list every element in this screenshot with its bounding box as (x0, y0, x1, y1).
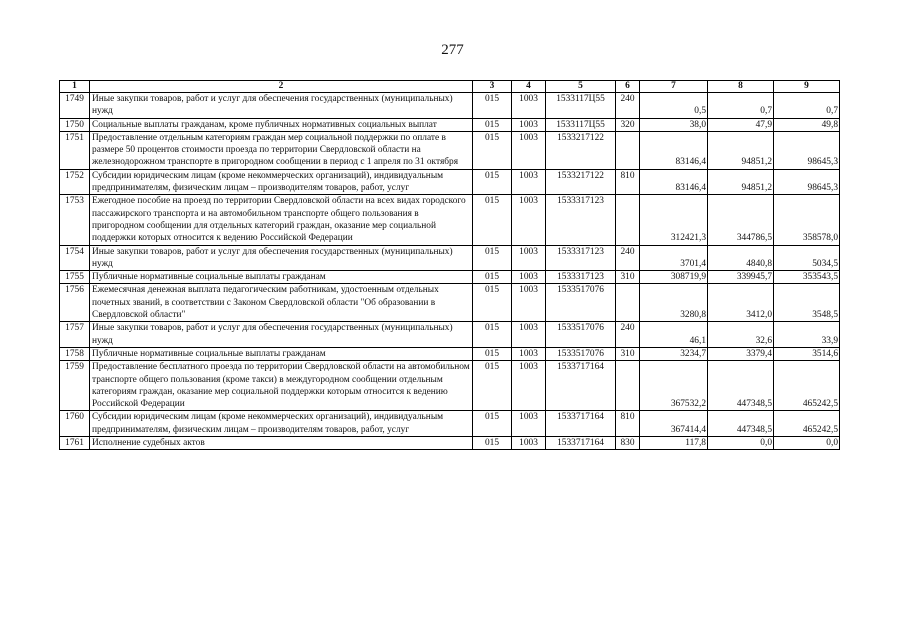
amount-cell: 339945,7 (708, 271, 774, 284)
row-number-cell: 1754 (60, 245, 90, 271)
amount-cell: 312421,3 (640, 195, 708, 245)
amount-cell: 0,7 (708, 93, 774, 119)
section-cell: 1003 (512, 361, 546, 411)
table-row (60, 271, 840, 284)
amount-cell: 38,0 (640, 118, 708, 131)
amount-cell: 94851,2 (708, 131, 774, 169)
table-row (60, 245, 840, 271)
description-cell: Публичные нормативные социальные выплаты гражданам (90, 271, 473, 284)
row-number-cell: 1750 (60, 118, 90, 131)
code-cell: 015 (473, 271, 512, 284)
description-cell: Субсидии юридическим лицам (кроме некоммерческих организаций), индивидуальным предпринимателям, физическим лицам – производителям товаров, работ, услуг (90, 411, 473, 437)
amount-cell: 94851,2 (708, 169, 774, 195)
amount-cell: 0,0 (708, 437, 774, 450)
expense-type-cell (616, 284, 640, 322)
amount-cell: 98645,3 (774, 169, 840, 195)
section-cell: 1003 (512, 118, 546, 131)
row-number-cell: 1751 (60, 131, 90, 169)
row-number-cell: 1760 (60, 411, 90, 437)
row-number-cell: 1753 (60, 195, 90, 245)
amount-cell: 353543,5 (774, 271, 840, 284)
table-row (60, 195, 840, 245)
section-cell: 1003 (512, 271, 546, 284)
column-header: 7 (640, 81, 708, 93)
column-header: 8 (708, 81, 774, 93)
amount-cell: 367414,4 (640, 411, 708, 437)
row-number-cell: 1749 (60, 93, 90, 119)
table-row (60, 118, 840, 131)
amount-cell: 3280,8 (640, 284, 708, 322)
table-row (60, 284, 840, 322)
description-cell: Иные закупки товаров, работ и услуг для обеспечения государственных (муниципальных) нужд (90, 322, 473, 348)
table-row (60, 437, 840, 450)
target-article-cell: 1533217122 (546, 131, 616, 169)
expense-type-cell: 310 (616, 347, 640, 360)
section-cell: 1003 (512, 347, 546, 360)
expense-type-cell (616, 195, 640, 245)
code-cell: 015 (473, 93, 512, 119)
amount-cell: 83146,4 (640, 169, 708, 195)
row-number-cell: 1759 (60, 361, 90, 411)
description-cell: Иные закупки товаров, работ и услуг для обеспечения государственных (муниципальных) нужд (90, 245, 473, 271)
expense-type-cell (616, 131, 640, 169)
amount-cell: 447348,5 (708, 411, 774, 437)
code-cell: 015 (473, 169, 512, 195)
table-row (60, 411, 840, 437)
description-cell: Иные закупки товаров, работ и услуг для обеспечения государственных (муниципальных) нужд (90, 93, 473, 119)
row-number-cell: 1761 (60, 437, 90, 450)
table-row (60, 131, 840, 169)
amount-cell: 358578,0 (774, 195, 840, 245)
description-cell: Ежемесячная денежная выплата педагогическим работникам, удостоенным отдельных почетных званий, в соответствии с Законом Свердловской области "Об образовании в Свердловской области" (90, 284, 473, 322)
column-header: 2 (90, 81, 473, 93)
amount-cell: 3514,6 (774, 347, 840, 360)
expense-type-cell: 310 (616, 271, 640, 284)
section-cell: 1003 (512, 195, 546, 245)
amount-cell: 117,8 (640, 437, 708, 450)
code-cell: 015 (473, 347, 512, 360)
section-cell: 1003 (512, 169, 546, 195)
budget-table (59, 80, 840, 450)
code-cell: 015 (473, 322, 512, 348)
expense-type-cell: 810 (616, 169, 640, 195)
row-number-cell: 1757 (60, 322, 90, 348)
expense-type-cell: 830 (616, 437, 640, 450)
column-header: 6 (616, 81, 640, 93)
expense-type-cell: 320 (616, 118, 640, 131)
target-article-cell: 1533217122 (546, 169, 616, 195)
table-row (60, 347, 840, 360)
target-article-cell: 1533517076 (546, 284, 616, 322)
description-cell: Публичные нормативные социальные выплаты гражданам (90, 347, 473, 360)
amount-cell: 0,0 (774, 437, 840, 450)
description-cell: Предоставление отдельным категориям граждан мер социальной поддержки по оплате в размере 50 процентов стоимости проезда по территории Свердловской области на железнодорожном транспорте в пригородном сообщении в период с 1 апреля по 31 октября (90, 131, 473, 169)
amount-cell: 3412,0 (708, 284, 774, 322)
target-article-cell: 1533317123 (546, 271, 616, 284)
target-article-cell: 1533117Ц55 (546, 118, 616, 131)
amount-cell: 33,9 (774, 322, 840, 348)
amount-cell: 367532,2 (640, 361, 708, 411)
expense-type-cell: 240 (616, 322, 640, 348)
amount-cell: 0,7 (774, 93, 840, 119)
amount-cell: 0,5 (640, 93, 708, 119)
amount-cell: 3701,4 (640, 245, 708, 271)
description-cell: Субсидии юридическим лицам (кроме некоммерческих организаций), индивидуальным предпринимателям, физическим лицам – производителям товаров, работ, услуг (90, 169, 473, 195)
amount-cell: 49,8 (774, 118, 840, 131)
amount-cell: 4840,8 (708, 245, 774, 271)
target-article-cell: 1533117Ц55 (546, 93, 616, 119)
amount-cell: 447348,5 (708, 361, 774, 411)
section-cell: 1003 (512, 131, 546, 169)
section-cell: 1003 (512, 284, 546, 322)
code-cell: 015 (473, 245, 512, 271)
section-cell: 1003 (512, 411, 546, 437)
table-header-row (60, 81, 840, 93)
code-cell: 015 (473, 437, 512, 450)
target-article-cell: 1533317123 (546, 195, 616, 245)
amount-cell: 98645,3 (774, 131, 840, 169)
table-row (60, 169, 840, 195)
table-row (60, 361, 840, 411)
amount-cell: 3234,7 (640, 347, 708, 360)
expense-type-cell (616, 361, 640, 411)
amount-cell: 308719,9 (640, 271, 708, 284)
target-article-cell: 1533717164 (546, 437, 616, 450)
description-cell: Социальные выплаты гражданам, кроме публичных нормативных социальных выплат (90, 118, 473, 131)
target-article-cell: 1533317123 (546, 245, 616, 271)
page-number: 277 (441, 42, 464, 58)
amount-cell: 83146,4 (640, 131, 708, 169)
row-number-cell: 1758 (60, 347, 90, 360)
amount-cell: 32,6 (708, 322, 774, 348)
code-cell: 015 (473, 361, 512, 411)
target-article-cell: 1533517076 (546, 347, 616, 360)
expense-type-cell: 240 (616, 245, 640, 271)
column-header: 9 (774, 81, 840, 93)
code-cell: 015 (473, 118, 512, 131)
budget-table-container (59, 80, 839, 450)
amount-cell: 47,9 (708, 118, 774, 131)
description-cell: Исполнение судебных актов (90, 437, 473, 450)
amount-cell: 465242,5 (774, 361, 840, 411)
amount-cell: 3379,4 (708, 347, 774, 360)
column-header: 1 (60, 81, 90, 93)
expense-type-cell: 810 (616, 411, 640, 437)
table-body (60, 93, 840, 450)
amount-cell: 465242,5 (774, 411, 840, 437)
amount-cell: 46,1 (640, 322, 708, 348)
table-row (60, 93, 840, 119)
section-cell: 1003 (512, 322, 546, 348)
description-cell: Предоставление бесплатного проезда по территории Свердловской области на автомобильном транспорте общего пользования (кроме такси) в междугородном сообщении отдельным категориям граждан, оказание мер социальной поддержки которым относится к ведению Российской Федерации (90, 361, 473, 411)
code-cell: 015 (473, 284, 512, 322)
target-article-cell: 1533517076 (546, 322, 616, 348)
amount-cell: 5034,5 (774, 245, 840, 271)
table-row (60, 322, 840, 348)
target-article-cell: 1533717164 (546, 411, 616, 437)
expense-type-cell: 240 (616, 93, 640, 119)
code-cell: 015 (473, 411, 512, 437)
column-header: 5 (546, 81, 616, 93)
section-cell: 1003 (512, 437, 546, 450)
section-cell: 1003 (512, 93, 546, 119)
amount-cell: 344786,5 (708, 195, 774, 245)
column-header: 3 (473, 81, 512, 93)
code-cell: 015 (473, 195, 512, 245)
row-number-cell: 1752 (60, 169, 90, 195)
code-cell: 015 (473, 131, 512, 169)
amount-cell: 3548,5 (774, 284, 840, 322)
row-number-cell: 1756 (60, 284, 90, 322)
target-article-cell: 1533717164 (546, 361, 616, 411)
description-cell: Ежегодное пособие на проезд по территории Свердловской области на всех видах городского пассажирского транспорта и на автомобильном транспорте общего пользования в пригородном сообщении для отдельных категорий граждан, оказание мер социальной поддержки которых относится к ведению Российской Федерации (90, 195, 473, 245)
row-number-cell: 1755 (60, 271, 90, 284)
section-cell: 1003 (512, 245, 546, 271)
column-header: 4 (512, 81, 546, 93)
